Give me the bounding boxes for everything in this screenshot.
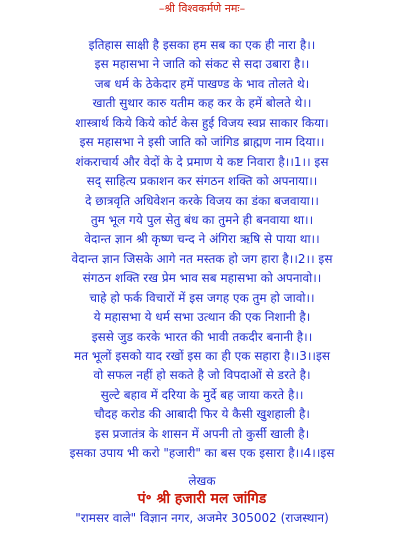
poem-lines <box>0 36 404 464</box>
author-name: पं॰ श्री हजारी मल जांगिड <box>137 491 267 507</box>
invocation-heading: –श्री विश्वकर्मणे नमः– <box>158 2 246 15</box>
author-address: "रामसर वाले" विज्ञान नगर, अजमेर 305002 (राजस्थान) <box>75 511 329 525</box>
poem-line: संगठन शक्ति रख प्रेम भाव सब महासभा को अपनावो।। <box>82 271 322 286</box>
poem-line: इतिहास साक्षी है इसका हम सब का एक ही नारा है।। <box>88 38 316 52</box>
poem-line: इस महासभा ने जाति को संकट से सदा उबारा है।। <box>94 57 310 72</box>
poem-line: इस प्रजातंत्र के शासन में अपनी तो कुर्सी खाली है। <box>94 426 310 441</box>
poem-line: तुम भूल गये पुल सेतु बंध का तुमने ही बनवाया था।। <box>90 212 314 227</box>
poem-line: शास्त्रार्थ किये किये कोर्ट केस हुई विजय स्वप्न साकार किया। <box>75 115 329 130</box>
poem-line: दे छात्रवृति अधिवेशन करके विजय का डंका बजवाया।। <box>85 193 319 208</box>
poem-line: चौदह करोड की आबादी फिर ये कैसी खुशहाली है। <box>94 407 310 422</box>
poem-line: मत भूलों इसको याद रखों इस का ही एक सहारा है।।3।।इस <box>74 349 330 363</box>
poem-line: सद् साहित्य प्रकाशन कर संगठन शक्ति को अपनाया।। <box>86 174 318 189</box>
poem-line: जब धर्म के ठेकेदार हमें पाखण्ड के भाव तोलते थे। <box>94 76 310 91</box>
poem-line: वो सफल नहीं हो सकते है जो विपदाओं से डरते है। <box>93 368 311 383</box>
poem-line: शंकराचार्य और वेदों के दे प्रमाण ये कष्ट निवारा है।।1।। इस <box>75 154 329 169</box>
poem-line: सुल्टे बहाव में दरिया के मुर्दे बह जाया करते है।। <box>100 387 304 402</box>
poem-line: वेदान्त ज्ञान श्री कृष्ण चन्द ने अंगिरा ऋषि से पाया था।। <box>84 232 320 247</box>
poem-line: चाहे हो फर्क विचारों में इस जगह एक तुम हो जावो।। <box>89 290 315 305</box>
poem-line: इससे जुड करके भारत की भावी तकदीर बनानी है।। <box>91 329 313 344</box>
poem-line: खाती सुथार कारु यतीम कह कर के हमें बोलते थे।। <box>92 96 312 111</box>
poem-line: वेदान्त ज्ञान जिसके आगे नत मस्तक हो जग हारा है।।2।। इस <box>71 251 333 266</box>
poem-line: इस महासभा ने इसी जाति को जांगिड ब्राह्मण नाम दिया।। <box>79 135 325 150</box>
poem-line: इसका उपाय भी करो "हजारी" का बस एक इसारा है।।4।।इस <box>69 446 335 461</box>
author-label: लेखक <box>188 474 216 488</box>
poem-line: ये महासभा ये धर्म सभा उत्थान की एक निशानी है। <box>93 310 311 325</box>
